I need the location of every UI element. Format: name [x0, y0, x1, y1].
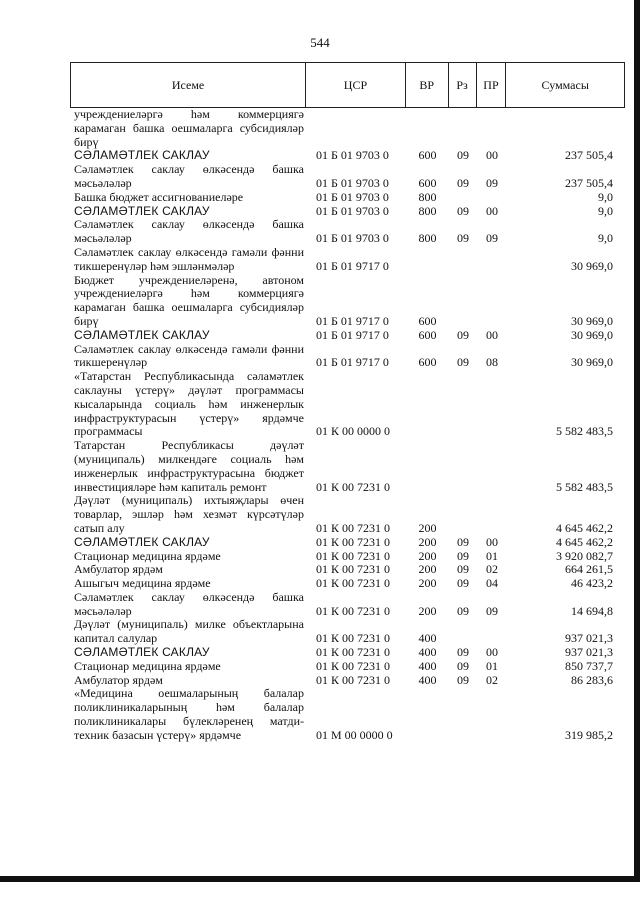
row-sum: 30 969,0	[571, 327, 613, 342]
row-pr: 01	[486, 658, 498, 673]
table-row	[70, 329, 625, 343]
row-sum: 237 505,4	[565, 148, 613, 163]
row-sum: 937 021,3	[565, 631, 613, 646]
row-name: Бюджет учреждениеләренә, автоном учреждениеләргә һәм коммерциягә карамаган башка оешмаларга субсидияләр бирү	[74, 272, 304, 328]
table-row	[70, 550, 625, 564]
header-rz: Рз	[449, 63, 477, 107]
row-pr: 00	[486, 327, 498, 342]
row-pr: 00	[486, 645, 498, 660]
row-vr: 600	[418, 313, 437, 328]
row-vr: 200	[418, 576, 437, 591]
row-name: Ашыгыч медицина ярдәме	[74, 576, 211, 591]
table-row	[70, 494, 625, 535]
table-row	[70, 108, 625, 149]
header-sum: Суммасы	[541, 77, 589, 92]
table-row	[70, 674, 625, 688]
row-sum: 46 423,2	[571, 576, 613, 591]
table-row	[70, 687, 625, 742]
row-csr: 01 Б 01 9703 0	[316, 231, 389, 246]
row-csr: 01 К 00 7231 0	[316, 645, 391, 660]
table-row	[70, 660, 625, 674]
row-name: Сәламәтлек саклау өлкәсендә башка мәсьәләләр	[74, 217, 304, 246]
row-vr: 400	[418, 672, 437, 687]
row-csr: 01 К 00 7231 0	[316, 479, 391, 494]
row-vr: 200	[418, 562, 437, 577]
row-pr: 09	[486, 603, 498, 618]
row-name: Сәламәтлек саклау өлкәсендә башка мәсьәләләр	[74, 589, 304, 618]
table-row	[70, 163, 625, 191]
row-name: Дәүләт (муниципаль) ихтыяҗлары өчен товарлар, эшләр һәм хезмәт күрсәтүләр сатып алу	[74, 493, 304, 535]
page-number: 544	[310, 35, 330, 50]
row-name: «Татарстан Республикасында сәламәтлек саклауны үстерү» дәүләт программасы кысаларында социаль һәм инженерлык инфраструктурасын үстерү» ярдәмче программасы	[74, 369, 304, 439]
row-sum: 86 283,6	[571, 672, 613, 687]
row-sum: 664 261,5	[565, 562, 613, 577]
row-sum: 30 969,0	[571, 258, 613, 273]
row-name: Стационар медицина ярдәме	[74, 658, 221, 673]
row-sum: 14 694,8	[571, 603, 613, 618]
row-vr: 800	[418, 203, 437, 218]
row-csr: 01 К 00 7231 0	[316, 603, 391, 618]
row-csr: 01 Б 01 9717 0	[316, 327, 389, 342]
row-name: СӘЛАМӘТЛЕК САКЛАУ	[74, 203, 210, 218]
row-csr: 01 К 00 7231 0	[316, 548, 391, 563]
row-vr: 600	[418, 148, 437, 163]
row-pr: 09	[486, 231, 498, 246]
table-row	[70, 536, 625, 550]
row-sum: 30 969,0	[571, 313, 613, 328]
row-sum: 4 645 462,2	[556, 534, 613, 549]
row-rz: 09	[457, 576, 469, 591]
row-vr: 200	[418, 548, 437, 563]
row-name: СӘЛАМӘТЛЕК САКЛАУ	[74, 534, 210, 549]
row-csr: 01 К 00 7231 0	[316, 534, 391, 549]
row-csr: 01 Б 01 9717 0	[316, 313, 389, 328]
budget-table	[70, 62, 625, 743]
table-row	[70, 577, 625, 591]
row-csr: 01 Б 01 9717 0	[316, 258, 389, 273]
row-name: СӘЛАМӘТЛЕК САКЛАУ	[74, 148, 210, 163]
row-pr: 01	[486, 548, 498, 563]
row-name: «Медицина оешмаларының балалар поликлиникаларының һәм балалар поликлиникалары бүлекләренең матди-техник базасын үстерү» ярдәмче	[74, 686, 304, 742]
table-row	[70, 149, 625, 163]
row-rz: 09	[457, 548, 469, 563]
header-pr: ПР	[477, 63, 507, 107]
table-row	[70, 591, 625, 619]
row-name: СӘЛАМӘТЛЕК САКЛАУ	[74, 645, 210, 660]
header-csr: ЦСР	[306, 63, 406, 107]
row-rz: 09	[457, 148, 469, 163]
row-name: Сәламәтлек саклау өлкәсендә гамәли фәнни тикшеренүләр һәм эшләнмәләр	[74, 244, 304, 273]
row-csr: 01 К 00 7231 0	[316, 672, 391, 687]
row-rz: 09	[457, 672, 469, 687]
row-sum: 4 645 462,2	[556, 520, 613, 535]
row-name: Амбулатор ярдәм	[74, 672, 163, 687]
row-sum: 319 985,2	[565, 727, 613, 742]
table-row	[70, 439, 625, 494]
row-vr: 600	[418, 355, 437, 370]
row-csr: 01 Б 01 9703 0	[316, 203, 389, 218]
row-name: Башка бюджет ассигнованиеләре	[74, 189, 244, 204]
row-csr: 01 К 00 7231 0	[316, 520, 391, 535]
row-csr: 01 К 00 7231 0	[316, 631, 391, 646]
table-header	[70, 62, 625, 108]
row-name: учреждениеләргә һәм коммерциягә карамаган башка оешмаларга субсидияләр бирү	[74, 107, 304, 149]
row-vr: 200	[418, 603, 437, 618]
table-row	[70, 205, 625, 219]
row-csr: 01 Б 01 9703 0	[316, 148, 389, 163]
table-body	[70, 108, 625, 743]
row-name: Сәламәтлек саклау өлкәсендә башка мәсьәләләр	[74, 162, 304, 190]
row-rz: 09	[457, 175, 469, 190]
scan-edge-bottom	[0, 876, 640, 882]
row-sum: 9,0	[598, 189, 613, 204]
row-vr: 800	[418, 189, 437, 204]
row-rz: 09	[457, 534, 469, 549]
row-vr: 400	[418, 645, 437, 660]
row-pr: 02	[486, 672, 498, 687]
row-vr: 200	[418, 534, 437, 549]
row-pr: 00	[486, 534, 498, 549]
row-rz: 09	[457, 562, 469, 577]
table-row	[70, 646, 625, 660]
row-vr: 400	[418, 658, 437, 673]
table-row	[70, 563, 625, 577]
row-sum: 30 969,0	[571, 355, 613, 370]
row-pr: 09	[486, 175, 498, 190]
row-sum: 5 582 483,5	[556, 424, 613, 439]
row-name: СӘЛАМӘТЛЕК САКЛАУ	[74, 327, 210, 342]
row-pr: 00	[486, 203, 498, 218]
row-pr: 04	[486, 576, 498, 591]
row-csr: 01 М 00 0000 0	[316, 727, 393, 742]
row-csr: 01 Б 01 9703 0	[316, 175, 389, 190]
row-csr: 01 К 00 7231 0	[316, 658, 391, 673]
row-sum: 850 737,7	[565, 658, 613, 673]
scan-edge-right	[634, 0, 640, 882]
row-vr: 800	[418, 231, 437, 246]
row-sum: 9,0	[598, 203, 613, 218]
row-rz: 09	[457, 203, 469, 218]
row-name: Сәламәтлек саклау өлкәсендә гамәли фәнни тикшеренүләр	[74, 341, 304, 370]
row-csr: 01 К 00 7231 0	[316, 562, 391, 577]
table-row	[70, 246, 625, 274]
header-name: Исеме	[71, 63, 306, 107]
row-sum: 937 021,3	[565, 645, 613, 660]
row-rz: 09	[457, 645, 469, 660]
row-pr: 08	[486, 355, 498, 370]
row-sum: 5 582 483,5	[556, 479, 613, 494]
row-rz: 09	[457, 231, 469, 246]
header-vr: ВР	[406, 63, 449, 107]
row-name: Стационар медицина ярдәме	[74, 548, 221, 563]
row-rz: 09	[457, 355, 469, 370]
row-name: Амбулатор ярдәм	[74, 562, 163, 577]
table-row	[70, 343, 625, 371]
row-name: Татарстан Республикасы дәүләт (муниципаль) милкендәге социаль һәм инженерлык инфраструктурасына бюджет инвестицияләре һәм капиталь ремонт	[74, 438, 304, 494]
row-csr: 01 Б 01 9703 0	[316, 189, 389, 204]
row-name: Дәүләт (муниципаль) милке объектларына капитал салулар	[74, 617, 304, 646]
row-rz: 09	[457, 327, 469, 342]
row-rz: 09	[457, 658, 469, 673]
row-csr: 01 К 00 7231 0	[316, 576, 391, 591]
row-csr: 01 Б 01 9717 0	[316, 355, 389, 370]
table-row	[70, 274, 625, 329]
row-vr: 600	[418, 175, 437, 190]
table-row	[70, 370, 625, 439]
row-csr: 01 К 00 0000 0	[316, 424, 391, 439]
row-sum: 3 920 082,7	[556, 548, 613, 563]
row-sum: 237 505,4	[565, 175, 613, 190]
table-row	[70, 191, 625, 205]
table-row	[70, 218, 625, 246]
row-vr: 600	[418, 327, 437, 342]
row-vr: 200	[418, 520, 437, 535]
row-rz: 09	[457, 603, 469, 618]
row-vr: 400	[418, 631, 437, 646]
row-pr: 00	[486, 148, 498, 163]
row-sum: 9,0	[598, 231, 613, 246]
row-pr: 02	[486, 562, 498, 577]
table-row	[70, 618, 625, 646]
